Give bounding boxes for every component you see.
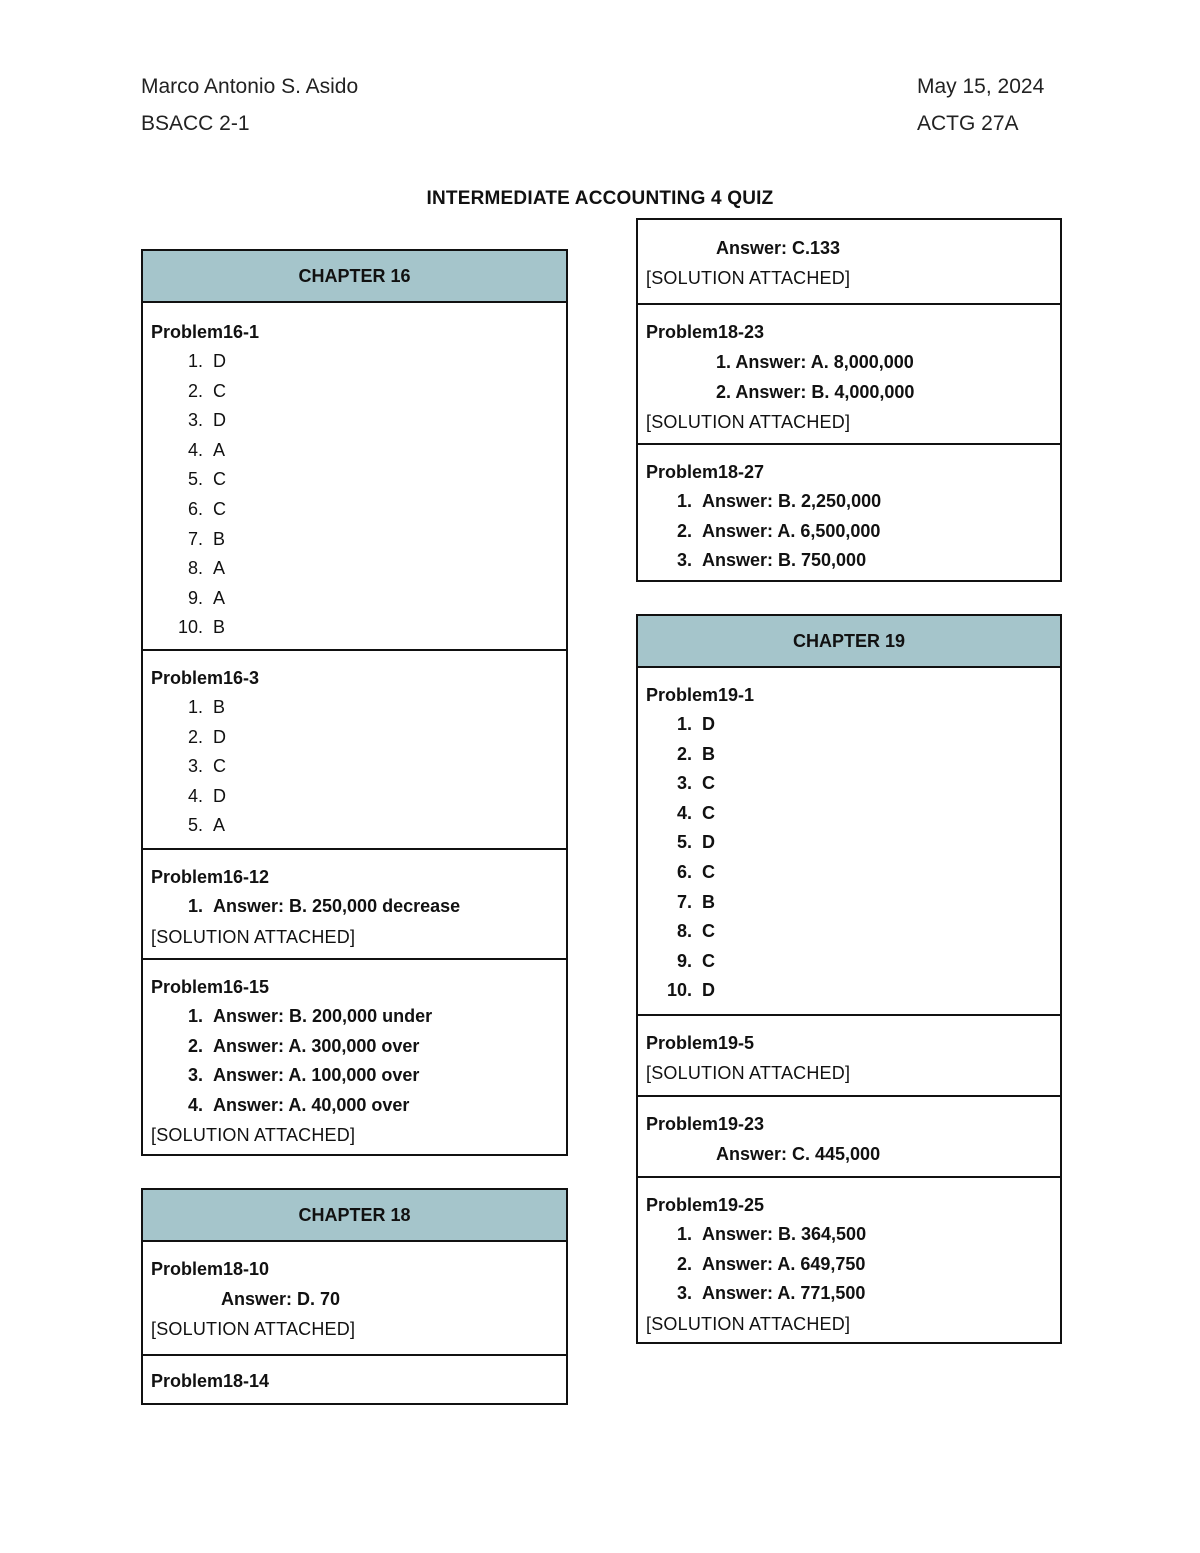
solution-attached-label: [SOLUTION ATTACHED] bbox=[151, 1319, 356, 1339]
chapter-19-table bbox=[636, 614, 1062, 1344]
list-item: 3. D bbox=[187, 410, 226, 431]
answer-list bbox=[646, 710, 1052, 1006]
list-item: 1. Answer: B. 364,500 bbox=[676, 1224, 867, 1244]
list-item: 1. Answer: B. 2,250,000 bbox=[676, 491, 882, 511]
list-item: 9. C bbox=[676, 950, 715, 971]
list-item: 4. Answer: A. 40,000 over bbox=[187, 1094, 410, 1115]
solution-attached-label: [SOLUTION ATTACHED] bbox=[151, 1125, 356, 1146]
problem-title: Problem19-1 bbox=[646, 685, 755, 705]
answer-text: Answer: C. 445,000 bbox=[716, 1144, 881, 1164]
answer-list bbox=[151, 347, 558, 643]
list-item: 5. D bbox=[676, 832, 715, 853]
list-item: 2. Answer: A. 300,000 over bbox=[187, 1035, 420, 1056]
course-code: ACTG 27A bbox=[917, 112, 1019, 135]
chapter-18-table bbox=[141, 1188, 568, 1405]
list-item: 1. B bbox=[187, 697, 226, 717]
answer-text: 1. Answer: A. 8,000,000 bbox=[716, 352, 914, 372]
list-item: 2. B bbox=[676, 743, 715, 764]
chapter-19-heading: CHAPTER 19 bbox=[638, 616, 1060, 668]
list-item: 7. B bbox=[187, 528, 226, 549]
solution-attached-label: [SOLUTION ATTACHED] bbox=[646, 412, 851, 432]
list-item: 1. D bbox=[187, 351, 226, 371]
chapter-18-continued-table bbox=[636, 218, 1062, 582]
list-item: 5. A bbox=[187, 815, 226, 836]
answer-list bbox=[151, 892, 558, 922]
student-section: BSACC 2-1 bbox=[141, 112, 250, 135]
list-item: 8. C bbox=[676, 921, 715, 942]
problem-title: Problem16-3 bbox=[151, 668, 260, 688]
problem-18-27 bbox=[638, 443, 1060, 580]
list-item: 2. Answer: A. 6,500,000 bbox=[676, 520, 881, 541]
list-item: 10. D bbox=[666, 980, 715, 1001]
problem-18-14 bbox=[143, 1354, 566, 1405]
list-item: 4. A bbox=[187, 439, 226, 460]
problem-19-1 bbox=[638, 668, 1060, 1014]
list-item: 10. B bbox=[177, 617, 226, 638]
answer-list bbox=[646, 1220, 1052, 1309]
solution-attached-label: [SOLUTION ATTACHED] bbox=[646, 1063, 851, 1083]
problem-19-25 bbox=[638, 1176, 1060, 1344]
chapter-18-heading: CHAPTER 18 bbox=[143, 1190, 566, 1242]
problem-18-23 bbox=[638, 303, 1060, 443]
list-item: 3. Answer: A. 100,000 over bbox=[187, 1065, 420, 1086]
problem-title: Problem19-5 bbox=[646, 1033, 755, 1053]
list-item: 6. C bbox=[187, 498, 226, 519]
problem-title: Problem18-23 bbox=[646, 322, 765, 342]
list-item: 3. C bbox=[187, 756, 226, 777]
list-item: 9. A bbox=[187, 587, 226, 608]
list-item: 8. A bbox=[187, 558, 226, 579]
problem-16-3 bbox=[143, 649, 566, 848]
list-item: 2. D bbox=[187, 726, 226, 747]
list-item: 2. Answer: A. 649,750 bbox=[676, 1253, 866, 1274]
problem-title: Problem19-25 bbox=[646, 1195, 765, 1215]
chapter-16-table bbox=[141, 249, 568, 1156]
student-name: Marco Antonio S. Asido bbox=[141, 75, 359, 98]
list-item: 1. Answer: B. 200,000 under bbox=[187, 1006, 433, 1026]
problem-title: Problem18-14 bbox=[151, 1371, 270, 1391]
answer-list bbox=[151, 693, 558, 841]
list-item: 3. Answer: A. 771,500 bbox=[676, 1283, 866, 1304]
answer-list bbox=[151, 1002, 558, 1120]
problem-16-1 bbox=[143, 303, 566, 649]
solution-attached-label: [SOLUTION ATTACHED] bbox=[646, 1313, 851, 1334]
list-item: 3. Answer: B. 750,000 bbox=[676, 550, 867, 571]
chapter-16-heading: CHAPTER 16 bbox=[143, 251, 566, 303]
problem-title: Problem16-15 bbox=[151, 977, 270, 997]
list-item: 4. C bbox=[676, 802, 715, 823]
problem-19-23 bbox=[638, 1095, 1060, 1176]
problem-16-15 bbox=[143, 958, 566, 1154]
answer-text: Answer: D. 70 bbox=[221, 1289, 341, 1309]
list-item: 4. D bbox=[187, 785, 226, 806]
list-item: 6. C bbox=[676, 861, 715, 882]
solution-attached-label: [SOLUTION ATTACHED] bbox=[646, 268, 851, 288]
list-item: 5. C bbox=[187, 469, 226, 490]
problem-title: Problem19-23 bbox=[646, 1114, 765, 1134]
list-item: 2. C bbox=[187, 380, 226, 401]
problem-18-14-continued bbox=[638, 220, 1060, 303]
answer-text: Answer: C.133 bbox=[716, 238, 841, 258]
list-item: 7. B bbox=[676, 891, 715, 912]
problem-title: Problem16-12 bbox=[151, 867, 270, 887]
problem-title: Problem18-27 bbox=[646, 462, 765, 482]
problem-18-10 bbox=[143, 1242, 566, 1354]
problem-title: Problem18-10 bbox=[151, 1259, 270, 1279]
answer-list bbox=[646, 487, 1052, 576]
list-item: 3. C bbox=[676, 773, 715, 794]
answer-text: 2. Answer: B. 4,000,000 bbox=[716, 382, 915, 402]
list-item: 1. D bbox=[676, 714, 715, 734]
solution-attached-label: [SOLUTION ATTACHED] bbox=[151, 926, 356, 947]
quiz-date: May 15, 2024 bbox=[917, 75, 1045, 98]
problem-19-5 bbox=[638, 1014, 1060, 1095]
list-item: 1. Answer: B. 250,000 decrease bbox=[187, 896, 461, 916]
page-title: INTERMEDIATE ACCOUNTING 4 QUIZ bbox=[426, 188, 774, 209]
problem-title: Problem16-1 bbox=[151, 322, 260, 342]
problem-16-12 bbox=[143, 848, 566, 958]
